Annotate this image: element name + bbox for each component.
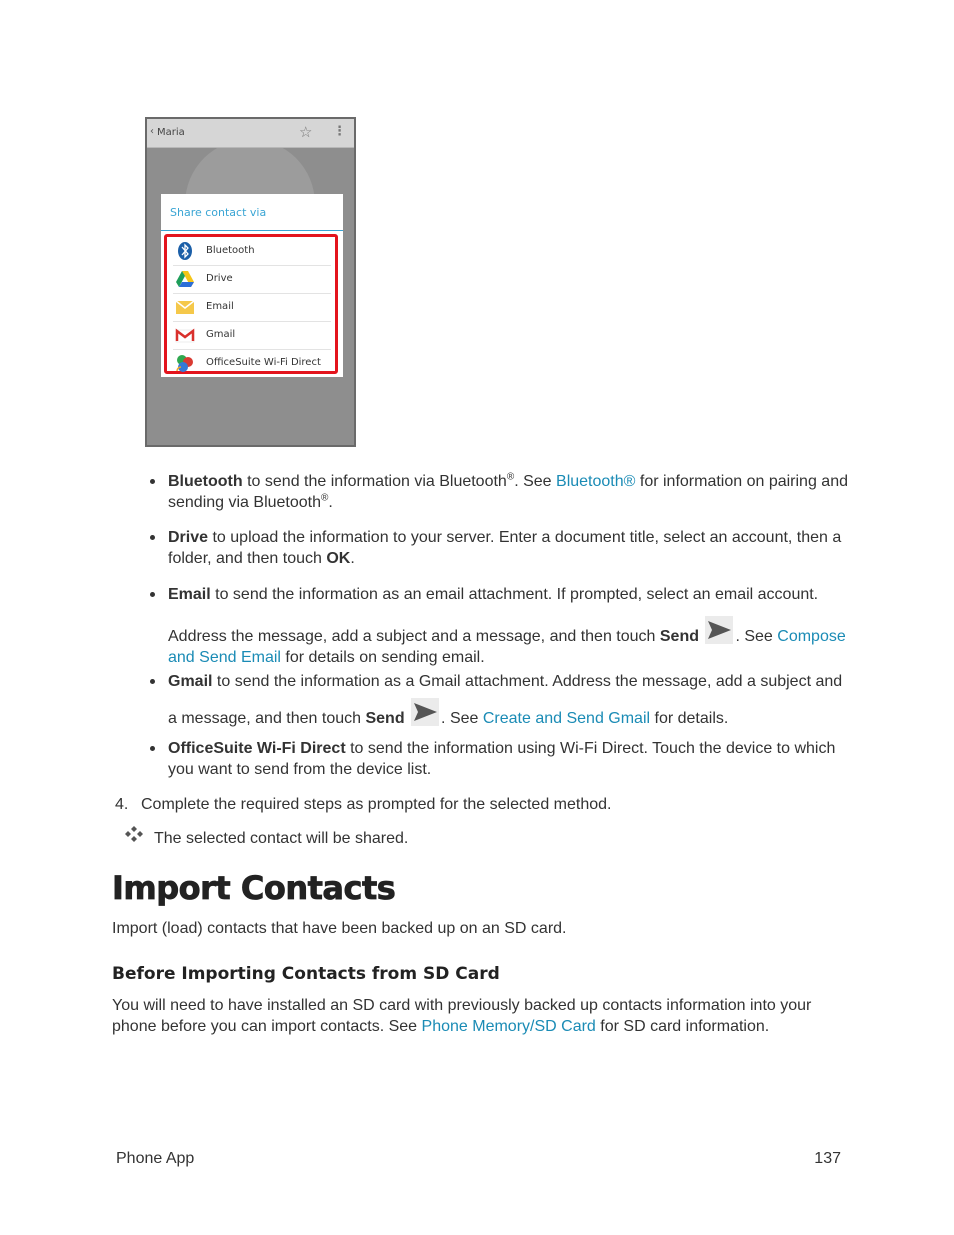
share-option-label: OfficeSuite Wi-Fi Direct — [206, 357, 321, 368]
drive-icon — [175, 269, 195, 289]
star-icon[interactable]: ☆ — [299, 123, 313, 141]
registered-mark: ® — [506, 471, 515, 483]
bullet-text — [168, 584, 850, 668]
bullet-text-part: to send the information via Bluetooth — [242, 473, 507, 490]
result-diamonds-icon — [124, 825, 144, 845]
back-chevron-icon[interactable]: ‹ — [150, 126, 154, 137]
email-icon — [175, 297, 195, 317]
share-dialog — [161, 194, 343, 377]
send-label: Send — [365, 710, 405, 727]
term-drive: Drive — [168, 529, 209, 546]
bullet-dot — [150, 679, 155, 684]
bullet-dot — [150, 535, 155, 540]
share-option-gmail[interactable] — [173, 321, 331, 350]
step-number: 4. — [115, 796, 129, 813]
footer-page-number: 137 — [814, 1150, 841, 1167]
bullet-text-part: Address the message, add a subject and a message, and then touch — [168, 628, 660, 645]
bullet-text-part: . — [350, 550, 355, 567]
term-email: Email — [168, 586, 211, 603]
bullet-dot — [150, 746, 155, 751]
term-gmail: Gmail — [168, 673, 213, 690]
overflow-menu-icon[interactable]: ⋮ — [333, 124, 346, 139]
term-bluetooth: Bluetooth — [168, 473, 243, 490]
compose-send-email-link[interactable]: Compose and Send Email — [168, 628, 846, 666]
bullet-text — [168, 738, 850, 780]
share-option-drive[interactable] — [173, 265, 331, 294]
create-send-gmail-link[interactable]: Create and Send Gmail — [482, 710, 651, 727]
bullet-text-part: . See — [441, 710, 483, 727]
share-contact-screenshot — [145, 117, 356, 447]
subsection-title: Before Importing Contacts from SD Card — [112, 964, 500, 984]
bullet-text-part: for details. — [650, 710, 729, 727]
officesuite-icon — [175, 353, 195, 373]
share-option-label: Email — [206, 301, 234, 312]
bullet-dot — [150, 479, 155, 484]
share-dialog-title: Share contact via — [170, 206, 267, 219]
paragraph-text-part: for SD card information. — [595, 1018, 770, 1035]
contact-action-bar — [147, 119, 354, 148]
share-option-label: Gmail — [206, 329, 236, 340]
share-option-email[interactable] — [173, 293, 331, 322]
bullet-text-part: for information on pairing and sending via Bluetooth — [168, 473, 848, 511]
bullet-text — [168, 527, 850, 569]
step-text: Complete the required steps as prompted for the selected method. — [141, 796, 612, 813]
result-text: The selected contact will be shared. — [154, 830, 409, 847]
bullet-text-part: to send the information as a Gmail attachment. Address the message, add a subject and a message, and then touch — [168, 673, 843, 727]
dialog-divider — [161, 230, 343, 231]
section-title: Import Contacts — [112, 869, 396, 907]
subsection-paragraph — [112, 995, 852, 1037]
paragraph-text-part: You will need to have installed an SD card with previously backed up contacts information into your phone before you can import contacts. See — [112, 997, 812, 1035]
send-icon — [411, 698, 439, 726]
send-icon — [705, 616, 733, 644]
bullet-text-part: . — [328, 494, 333, 511]
section-intro: Import (load) contacts that have been backed up on an SD card. — [112, 920, 567, 937]
share-options-highlight — [164, 234, 338, 374]
bullet-text-part: to upload the information to your server. Enter a document title, select an account, then a folder, and then touch — [168, 529, 842, 567]
bullet-text — [168, 471, 850, 513]
share-option-label: Drive — [206, 273, 233, 284]
bluetooth-icon — [175, 241, 195, 261]
bluetooth-link[interactable]: Bluetooth® — [556, 473, 636, 490]
bullet-text-part: to send the information using Wi-Fi Direct. Touch the device to which you want to send from the device list. — [168, 740, 836, 778]
bullet-text — [168, 665, 850, 735]
share-option-officesuite[interactable] — [173, 349, 331, 377]
bullet-text-part: for details on sending email. — [280, 649, 485, 666]
phone-memory-sd-card-link[interactable]: Phone Memory/SD Card — [421, 1018, 596, 1035]
registered-mark: ® — [321, 492, 329, 504]
send-label: Send — [659, 628, 699, 645]
bullet-text-part: to send the information as an email attachment. If prompted, select an email account. — [210, 586, 819, 603]
bullet-text-part: . See — [514, 473, 557, 490]
bullet-dot — [150, 592, 155, 597]
bullet-text-part: . See — [735, 628, 778, 645]
ok-label: OK — [326, 550, 351, 567]
share-option-bluetooth[interactable] — [173, 237, 331, 266]
term-officesuite: OfficeSuite Wi-Fi Direct — [168, 740, 346, 757]
gmail-icon — [175, 325, 195, 345]
contact-name: Maria — [157, 127, 185, 138]
email-instructions — [168, 616, 850, 668]
footer-section-name: Phone App — [116, 1150, 195, 1167]
share-option-label: Bluetooth — [206, 245, 255, 256]
